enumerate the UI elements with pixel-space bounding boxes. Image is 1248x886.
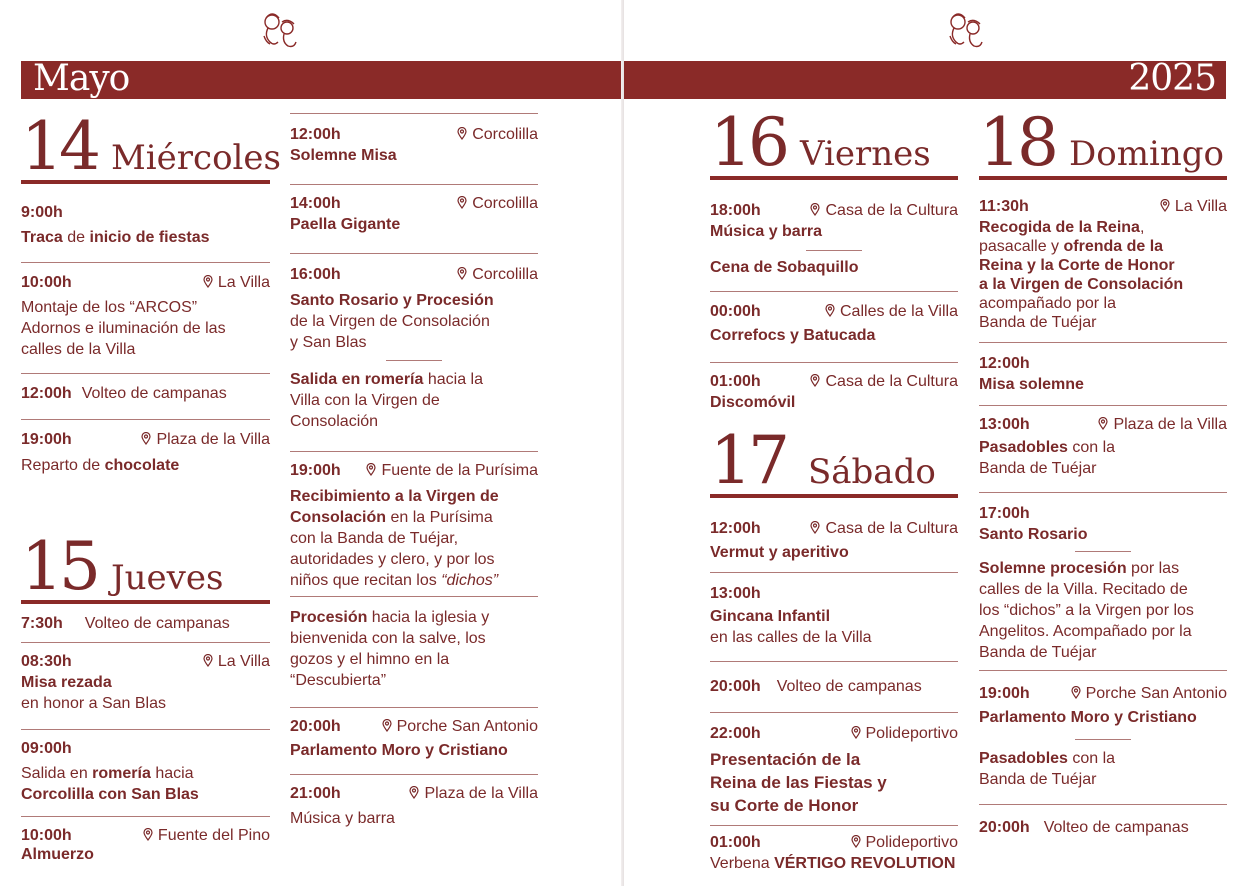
- event-time: 18:00h: [710, 202, 761, 219]
- event-time: 7:30h: [21, 615, 63, 632]
- event-item: [979, 493, 1227, 549]
- location-pin-icon: [141, 432, 151, 445]
- event-title: Parlamento Moro y Cristiano: [979, 709, 1197, 726]
- couple-logo-icon: [254, 6, 306, 56]
- event-item: Procesión hacia la iglesia y bienvenida con la salve, los gozos y el himno en la “Descubierta”: [290, 597, 538, 707]
- couple-logo-icon: [940, 6, 992, 56]
- event-item: 09:00h Salida en romería hacia Corcolilla con San Blas: [21, 730, 270, 816]
- event-item: [21, 643, 270, 729]
- event-item: [979, 805, 1227, 849]
- day-14-continued-column: [290, 113, 538, 835]
- event-text: acompañado por la: [979, 295, 1116, 312]
- day-number: 16: [710, 104, 786, 181]
- day-15-header: [21, 528, 270, 605]
- event-time: 20:00h: [290, 718, 341, 735]
- location-pin-icon: [851, 835, 861, 848]
- event-time: 20:00h: [710, 678, 761, 695]
- event-title: Gincana Infantil: [710, 608, 831, 625]
- event-text: Montaje de los “ARCOS”: [21, 299, 198, 316]
- location-pin-icon: [825, 304, 835, 317]
- event-item: [710, 662, 958, 712]
- event-location: Porche San Antonio: [1071, 683, 1227, 704]
- location-pin-icon: [457, 196, 467, 209]
- event-item: [290, 708, 538, 774]
- event-item: [21, 604, 270, 642]
- event-item: [979, 671, 1227, 735]
- event-location: Polideportivo: [851, 723, 959, 744]
- event-text: Volteo de campanas: [1043, 819, 1189, 836]
- event-time: 12:00h: [21, 385, 72, 402]
- year-band: [624, 58, 1226, 99]
- event-title: a la Virgen de Consolación: [979, 276, 1184, 293]
- event-time: 01:00h: [710, 834, 761, 851]
- event-time: 11:30h: [979, 198, 1029, 215]
- event-title: su Corte de Honor: [710, 796, 859, 815]
- day-name: Miércoles: [110, 138, 282, 178]
- event-location: Porche San Antonio: [382, 716, 538, 737]
- event-title: Reina de las Fiestas y: [710, 773, 887, 792]
- event-title: Misa solemne: [979, 376, 1084, 393]
- event-title: Correfocs y Batucada: [710, 327, 876, 344]
- location-pin-icon: [382, 719, 392, 732]
- day-18-header: [979, 104, 1227, 181]
- event-time: 9:00h: [21, 204, 63, 221]
- event-item: [290, 254, 538, 358]
- event-time: 12:00h: [710, 520, 761, 537]
- event-time: 13:00h: [979, 416, 1030, 433]
- event-item: [710, 251, 958, 291]
- event-text: Banda de Tuéjar: [979, 644, 1097, 661]
- event-text: en las calles de la Villa: [710, 629, 872, 646]
- event-text: Consolación: [290, 413, 379, 430]
- event-text: gozos y el himno en la: [290, 651, 450, 668]
- event-location: Fuente del Pino: [143, 825, 270, 846]
- event-item: [710, 713, 958, 825]
- event-location: Corcolilla: [457, 193, 538, 214]
- event-title: Vermut y aperitivo: [710, 544, 849, 561]
- event-title: Recibimiento a la Virgen de: [290, 488, 499, 505]
- event-title: chocolate: [104, 457, 180, 474]
- event-time: 17:00h: [979, 505, 1030, 522]
- event-location: Plaza de la Villa: [141, 429, 270, 450]
- day-number: 15: [21, 528, 97, 605]
- event-time: 09:00h: [21, 740, 72, 757]
- location-pin-icon: [366, 463, 376, 476]
- day-18-column: [979, 104, 1227, 849]
- month-band: [21, 58, 624, 99]
- event-item: [290, 775, 538, 835]
- location-pin-icon: [810, 374, 820, 387]
- event-item: [21, 420, 270, 540]
- event-location: Casa de la Cultura: [810, 200, 958, 221]
- event-time: 14:00h: [290, 195, 341, 212]
- event-text: calles de la Villa: [21, 341, 136, 358]
- day-number: 18: [979, 104, 1055, 181]
- day-16-column: [710, 104, 958, 415]
- day-16-header: [710, 104, 958, 181]
- event-time: 21:00h: [290, 785, 341, 802]
- event-text: Reparto de: [21, 457, 105, 474]
- event-text: Adornos e iluminación de las: [21, 320, 226, 337]
- event-location: Polideportivo: [851, 832, 959, 853]
- event-text: Volteo de campanas: [776, 678, 922, 695]
- location-pin-icon: [851, 726, 861, 739]
- event-item: [21, 374, 270, 419]
- event-title: Corcolilla con San Blas: [21, 786, 199, 803]
- event-title: Santo Rosario: [979, 526, 1088, 543]
- event-item: [290, 114, 538, 184]
- event-text: con la Banda de Tuéjar,: [290, 530, 459, 547]
- event-location: La Villa: [203, 651, 270, 672]
- event-title: Cena de Sobaquillo: [710, 259, 859, 276]
- day-number: 14: [21, 108, 97, 185]
- right-page: [624, 0, 1248, 886]
- location-pin-icon: [1071, 686, 1081, 699]
- location-pin-icon: [810, 521, 820, 534]
- event-title: Música y barra: [710, 223, 823, 240]
- event-text: Banda de Tuéjar: [979, 771, 1097, 788]
- event-time: 08:30h: [21, 653, 72, 670]
- location-pin-icon: [457, 127, 467, 140]
- event-text: Volteo de campanas: [81, 385, 227, 402]
- event-time: 12:00h: [979, 355, 1030, 372]
- event-item: [710, 292, 958, 362]
- event-location: Casa de la Cultura: [810, 371, 958, 392]
- event-item: [21, 184, 270, 258]
- event-item: [21, 263, 270, 373]
- day-17-header: [710, 422, 958, 499]
- event-location: Corcolilla: [457, 264, 538, 285]
- event-item: Pasadobles con la Banda de Tuéjar: [979, 740, 1227, 804]
- event-location: La Villa: [203, 272, 270, 293]
- event-text: en honor a San Blas: [21, 695, 166, 712]
- event-text: Banda de Tuéjar: [979, 314, 1097, 331]
- event-text: Volteo de campanas: [84, 615, 230, 632]
- event-item: Solemne procesión por las calles de la Villa. Recitado de los “dichos” a la Virgen por los Angelitos. Acompañado por la Banda de Tuéjar: [979, 552, 1227, 670]
- location-pin-icon: [1160, 199, 1170, 212]
- event-time: 19:00h: [979, 685, 1030, 702]
- event-text: Música y barra: [290, 810, 395, 827]
- event-text: de: [62, 229, 90, 246]
- event-text: Villa con la Virgen de: [290, 392, 440, 409]
- day-name: Jueves: [110, 558, 224, 598]
- event-text: de la Virgen de Consolación: [290, 313, 490, 330]
- location-pin-icon: [810, 203, 820, 216]
- event-title: Solemne Misa: [290, 147, 397, 164]
- year-title: 2025: [1128, 58, 1216, 99]
- event-text: los “dichos” a la Virgen por los: [979, 602, 1194, 619]
- event-time: 22:00h: [710, 725, 761, 742]
- event-text: Angelitos. Acompañado por la: [979, 623, 1192, 640]
- event-item: 01:00h Polideportivo Verbena VÉRTIGO REVOLUTION: [710, 834, 958, 872]
- event-location: Corcolilla: [457, 124, 538, 145]
- event-time: 16:00h: [290, 266, 341, 283]
- event-location: La Villa: [1160, 196, 1227, 217]
- location-pin-icon: [203, 275, 213, 288]
- event-location: Plaza de la Villa: [1098, 414, 1227, 435]
- event-time: 12:00h: [290, 126, 341, 143]
- event-item: [979, 343, 1227, 405]
- event-title: Presentación de la: [710, 750, 861, 769]
- day-14-header: [21, 108, 282, 185]
- event-time: 19:00h: [21, 431, 72, 448]
- event-item: [710, 363, 958, 415]
- event-item: [710, 573, 958, 661]
- event-title: Reina y la Corte de Honor: [979, 257, 1175, 274]
- event-item: [21, 817, 270, 867]
- event-text: calles de la Villa. Recitado de: [979, 581, 1188, 598]
- event-time: 01:00h: [710, 373, 761, 390]
- event-title: Santo Rosario y Procesión: [290, 292, 494, 309]
- event-item: 19:00h Fuente de la Purísima Recibimiento a la Virgen de Consolación en la Purísima con la Banda de Tuéjar, autoridades y clero, y por los niños que recitan los “dichos”: [290, 462, 538, 589]
- event-title: inicio de fiestas: [89, 229, 210, 246]
- event-title: Almuerzo: [21, 846, 94, 863]
- event-item: [290, 185, 538, 253]
- event-time: 10:00h: [21, 274, 72, 291]
- event-item: Salida en romería hacia la Villa con la Virgen de Consolación: [290, 361, 538, 451]
- day-name: Domingo: [1068, 134, 1224, 174]
- location-pin-icon: [203, 654, 213, 667]
- event-time: 13:00h: [710, 585, 761, 602]
- event-time: 00:00h: [710, 303, 761, 320]
- event-title: Parlamento Moro y Cristiano: [290, 742, 508, 759]
- month-title: Mayo: [33, 58, 130, 99]
- location-pin-icon: [143, 828, 153, 841]
- location-pin-icon: [1098, 417, 1108, 430]
- event-item: 11:30h La Villa Recogida de la Reina, pasacalle y ofrenda de la Reina y la Corte de Honor a la Virgen de Consolación acompañado por la Banda de Tuéjar: [979, 198, 1227, 331]
- event-title: Traca: [21, 229, 63, 246]
- event-text: bienvenida con la salve, los: [290, 630, 486, 647]
- event-location: Fuente de la Purísima: [366, 460, 538, 481]
- event-time: 20:00h: [979, 819, 1030, 836]
- event-text: “Descubierta”: [290, 672, 387, 689]
- event-location: Casa de la Cultura: [810, 518, 958, 539]
- event-title: Paella Gigante: [290, 216, 401, 233]
- day-15-column: [21, 528, 270, 867]
- event-title: Misa rezada: [21, 674, 112, 691]
- event-item: [710, 498, 958, 572]
- event-title: Discomóvil: [710, 394, 796, 411]
- event-item: [710, 180, 958, 240]
- day-name: Sábado: [807, 452, 936, 492]
- location-pin-icon: [409, 786, 419, 799]
- event-text: autoridades y clero, y por los: [290, 551, 495, 568]
- event-text: Banda de Tuéjar: [979, 460, 1097, 477]
- event-item: 13:00h Plaza de la Villa Pasadobles con la Banda de Tuéjar: [979, 416, 1227, 477]
- day-14-column: [21, 108, 282, 540]
- event-location: Plaza de la Villa: [409, 783, 538, 804]
- day-name: Viernes: [799, 134, 931, 174]
- location-pin-icon: [457, 267, 467, 280]
- event-time: 10:00h: [21, 827, 72, 844]
- day-17-column: [710, 422, 958, 878]
- event-text: y San Blas: [290, 334, 367, 351]
- event-time: 19:00h: [290, 462, 341, 479]
- event-location: Calles de la Villa: [825, 301, 958, 322]
- day-number: 17: [710, 422, 786, 499]
